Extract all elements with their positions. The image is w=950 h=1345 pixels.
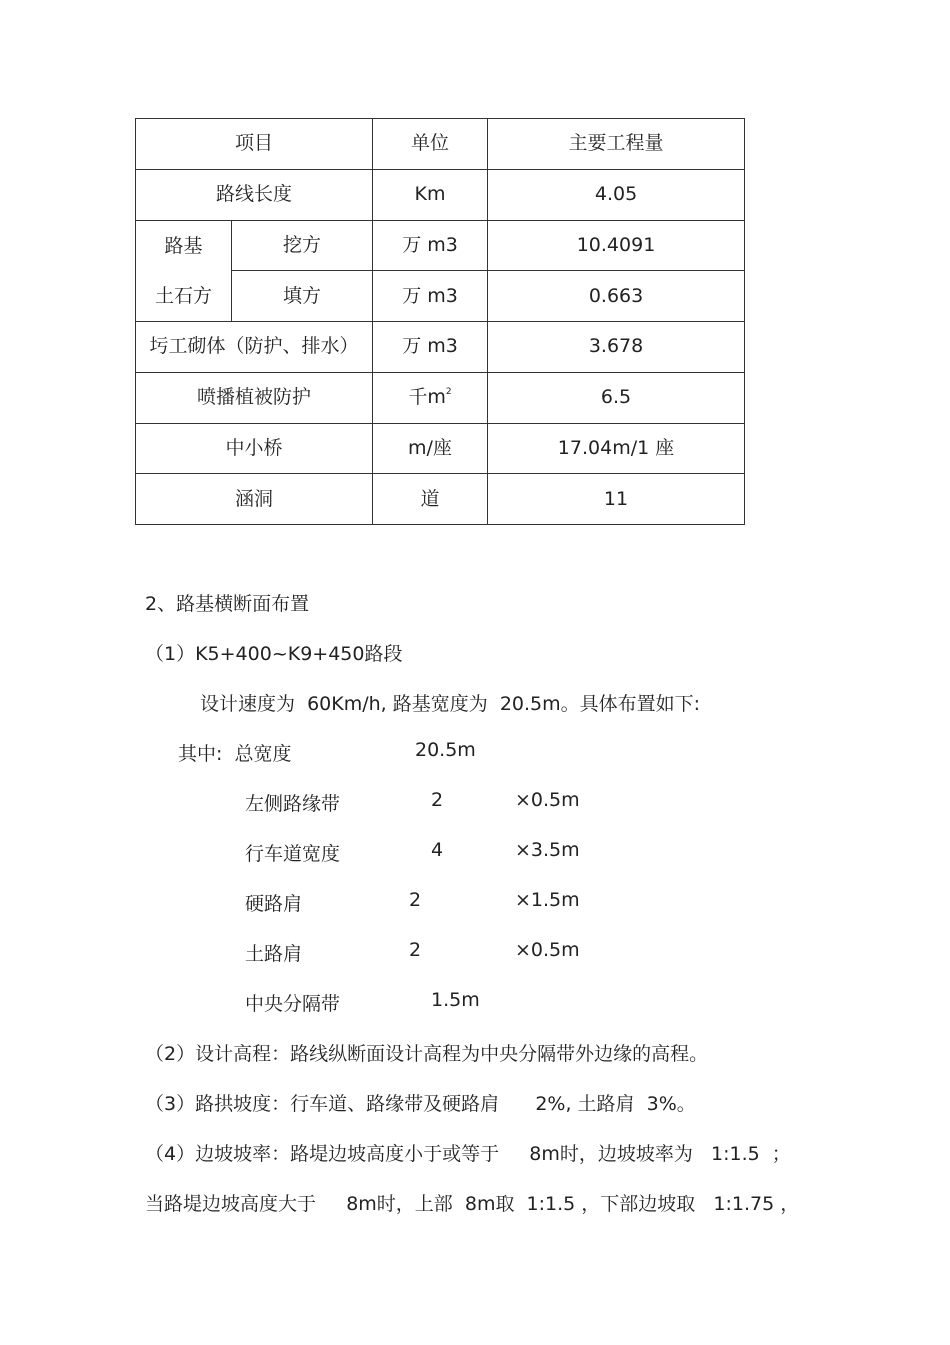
design-speed-text: 设计速度为 60Km/h, 路基宽度为 20.5m。具体布置如下: <box>200 693 701 715</box>
width-row-size: ×0.5m <box>515 789 580 811</box>
width-row-count: 2 <box>409 939 422 961</box>
quantities-table <box>135 118 745 525</box>
width-row-size: ×1.5m <box>515 889 580 911</box>
width-row-count: 4 <box>431 839 444 861</box>
width-row-label: 硬路肩 <box>245 893 303 915</box>
width-row-count: 2 <box>431 789 444 811</box>
earthwork-group-line1: 路基 <box>164 234 203 257</box>
spray-label: 喷播植被防护 <box>136 372 373 423</box>
median-value: 1.5m <box>431 989 480 1011</box>
table-row <box>136 220 745 271</box>
table-row <box>136 322 745 373</box>
culvert-qty: 11 <box>488 474 745 525</box>
masonry-label: 圬工砌体（防护、排水） <box>136 322 373 373</box>
masonry-unit: 万 m3 <box>373 322 488 373</box>
fill-qty: 0.663 <box>488 271 745 322</box>
total-width-label: 其中: 总宽度 <box>178 743 292 765</box>
bridge-unit: m/座 <box>373 423 488 474</box>
cut-unit: 万 m3 <box>373 220 488 271</box>
culvert-label: 涵洞 <box>136 474 373 525</box>
culvert-unit: 道 <box>373 474 488 525</box>
header-item: 项目 <box>136 119 373 170</box>
fill-unit: 万 m3 <box>373 271 488 322</box>
earthwork-group-line2: 土石方 <box>154 284 212 307</box>
header-quantity: 主要工程量 <box>488 119 745 170</box>
header-unit: 单位 <box>373 119 488 170</box>
route-length-qty: 4.05 <box>488 169 745 220</box>
width-row-label: 土路肩 <box>245 943 303 965</box>
cut-label: 挖方 <box>232 220 373 271</box>
paragraph-side-slope: （4）边坡坡率：路堤边坡高度小于或等于 8m时，边坡坡率为 1:1.5 ； <box>145 1143 791 1165</box>
section-heading: 2、路基横断面布置 <box>145 593 310 615</box>
masonry-qty: 3.678 <box>488 322 745 373</box>
bridge-label: 中小桥 <box>136 423 373 474</box>
total-width-value: 20.5m <box>415 739 476 761</box>
subsection-1-title: （1）K5+400~K9+450路段 <box>145 643 403 665</box>
spray-qty: 6.5 <box>488 372 745 423</box>
route-length-unit: Km <box>373 169 488 220</box>
width-row-count: 2 <box>409 889 422 911</box>
table-row <box>136 372 745 423</box>
median-label: 中央分隔带 <box>245 993 341 1015</box>
spray-unit-sup: 2 <box>445 387 452 398</box>
earthwork-group <box>136 220 232 322</box>
table-row <box>136 169 745 220</box>
bridge-qty: 17.04m/1 座 <box>488 423 745 474</box>
paragraph-side-slope-cont: 当路堤边坡高度大于 8m时，上部 8m取 1:1.5 ，下部边坡取 1:1.75 ， <box>145 1193 800 1215</box>
paragraph-design-elevation: （2）设计高程：路线纵断面设计高程为中央分隔带外边缘的高程。 <box>145 1043 709 1065</box>
paragraph-crown-slope: （3）路拱坡度：行车道、路缘带及硬路肩 2%, 土路肩 3%。 <box>145 1093 696 1115</box>
fill-label: 填方 <box>232 271 373 322</box>
spray-unit-base: 千m <box>408 386 446 409</box>
width-row-size: ×0.5m <box>515 939 580 961</box>
width-row-label: 行车道宽度 <box>245 843 341 865</box>
table-row <box>136 423 745 474</box>
width-row-size: ×3.5m <box>515 839 580 861</box>
cut-qty: 10.4091 <box>488 220 745 271</box>
table-header-row <box>136 119 745 170</box>
width-row-label: 左侧路缘带 <box>245 793 341 815</box>
route-length-label: 路线长度 <box>136 169 373 220</box>
spray-unit <box>373 372 488 423</box>
table-row <box>136 474 745 525</box>
